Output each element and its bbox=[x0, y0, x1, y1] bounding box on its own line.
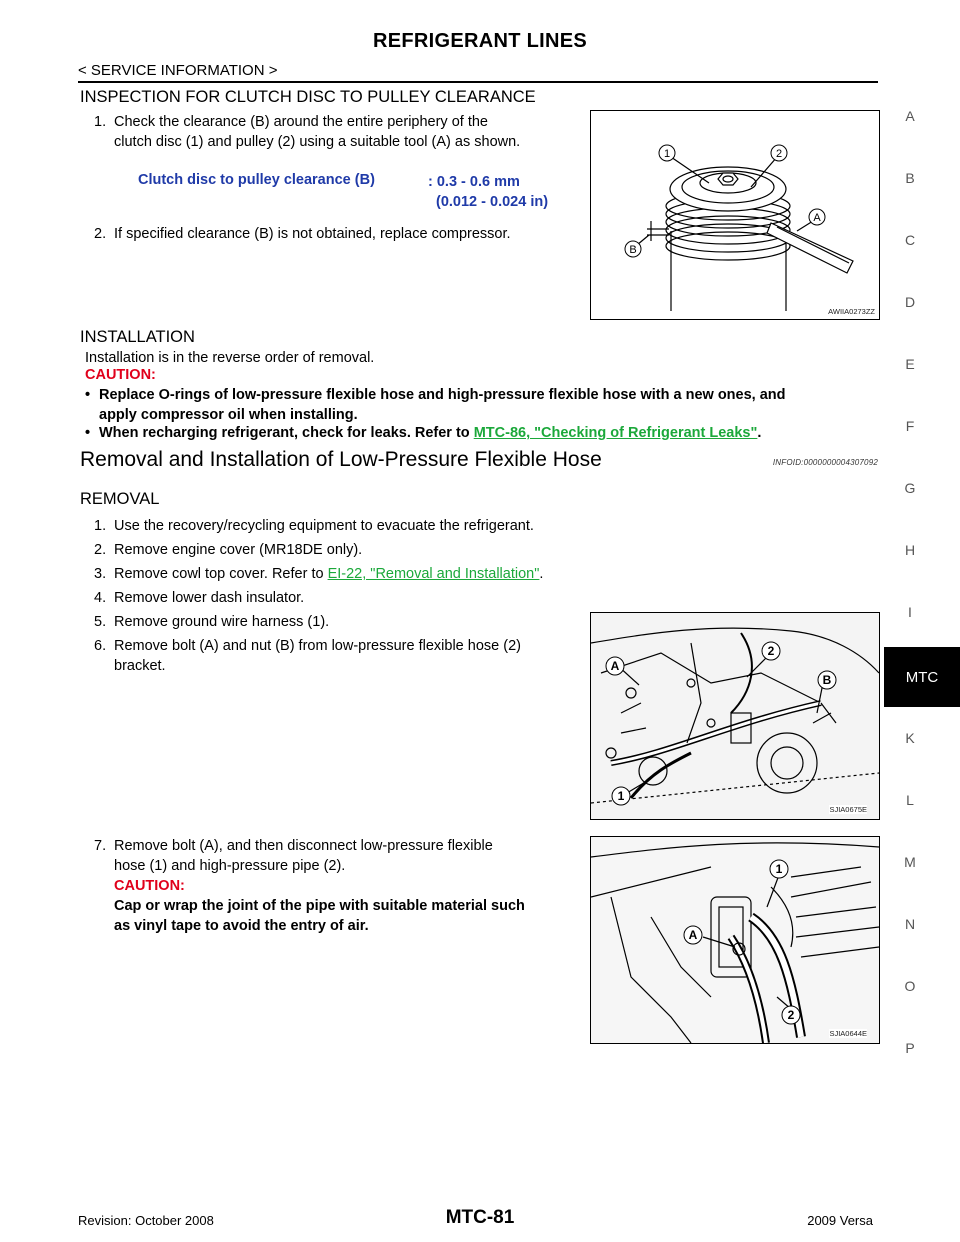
removal-step-7 bbox=[94, 836, 580, 936]
header-rule bbox=[78, 81, 878, 83]
caution-label: CAUTION: bbox=[114, 878, 185, 894]
figure-code: SJIA0644E bbox=[829, 1029, 867, 1038]
section-title: Removal and Installation of Low-Pressure Flexible Hose bbox=[80, 448, 602, 471]
fig2-label-1: 1 bbox=[617, 789, 625, 803]
side-index-g[interactable]: G bbox=[904, 480, 916, 496]
step-text: Remove lower dash insulator. bbox=[114, 590, 305, 606]
side-index-mtc-active[interactable]: MTC bbox=[884, 647, 960, 707]
step-number: 1. bbox=[94, 114, 107, 130]
hose-disconnect-illustration bbox=[591, 837, 879, 1043]
caution-label: CAUTION: bbox=[85, 367, 156, 383]
step-text: Remove engine cover (MR18DE only). bbox=[114, 542, 363, 558]
step-text: Check the clearance (B) around the entire periphery of the bbox=[114, 114, 488, 130]
fig2-label-b: B bbox=[822, 673, 832, 687]
footer-revision: Revision: October 2008 bbox=[78, 1213, 214, 1228]
side-index-e[interactable]: E bbox=[905, 356, 915, 372]
fig1-label-1: 1 bbox=[663, 148, 671, 160]
footer-page-number: MTC-81 bbox=[445, 1207, 515, 1228]
removal-step-3 bbox=[94, 564, 543, 584]
page-title: REFRIGERANT LINES bbox=[373, 30, 587, 52]
step-text: clutch disc (1) and pulley (2) using a suitable tool (A) as shown. bbox=[114, 134, 521, 150]
caution-bullet-1 bbox=[85, 385, 880, 425]
link-ei-22[interactable]: EI-22, "Removal and Installation" bbox=[327, 566, 540, 582]
bullet-suffix: . bbox=[757, 425, 762, 441]
step-text: Remove ground wire harness (1). bbox=[114, 614, 330, 630]
bullet-text: Replace O-rings of low-pressure flexible hose and high-pressure flexible hose with a new ones, and bbox=[99, 387, 786, 403]
side-index-b[interactable]: B bbox=[905, 170, 915, 186]
side-index-a[interactable]: A bbox=[905, 108, 915, 124]
step-number: 1. bbox=[94, 518, 107, 534]
spec-value-metric: : 0.3 - 0.6 mm bbox=[428, 174, 520, 190]
step-number: 2. bbox=[94, 226, 107, 242]
figure-code: AWIIA0273ZZ bbox=[828, 307, 875, 316]
step-text: Use the recovery/recycling equipment to evacuate the refrigerant. bbox=[114, 518, 534, 534]
figure-clutch-clearance bbox=[590, 110, 880, 320]
step-text: Remove bolt (A) and nut (B) from low-pressure flexible hose (2) bbox=[114, 638, 521, 654]
spec-value-imperial: (0.012 - 0.024 in) bbox=[436, 194, 549, 210]
figure-engine-bay bbox=[590, 612, 880, 820]
side-index-l[interactable]: L bbox=[906, 792, 914, 808]
figure-hose-disconnect bbox=[590, 836, 880, 1044]
removal-step-4 bbox=[94, 588, 304, 608]
step-text: hose (1) and high-pressure pipe (2). bbox=[114, 858, 346, 874]
inspection-step-1 bbox=[94, 112, 580, 152]
side-index-k[interactable]: K bbox=[905, 730, 915, 746]
removal-heading: REMOVAL bbox=[80, 490, 160, 508]
footer-model: 2009 Versa bbox=[807, 1213, 873, 1228]
side-index-d[interactable]: D bbox=[904, 294, 916, 310]
side-index-f[interactable]: F bbox=[905, 418, 915, 434]
inspection-heading: INSPECTION FOR CLUTCH DISC TO PULLEY CLEARANCE bbox=[80, 88, 536, 106]
step-number: 5. bbox=[94, 614, 107, 630]
step-text: Remove cowl top cover. Refer to bbox=[114, 566, 328, 582]
spec-label: Clutch disc to pulley clearance (B) bbox=[138, 172, 375, 188]
step-text: If specified clearance (B) is not obtained, replace compressor. bbox=[114, 226, 511, 242]
info-id: INFOID:0000000004307092 bbox=[772, 458, 878, 467]
bullet-icon: • bbox=[85, 387, 91, 403]
removal-step-1 bbox=[94, 516, 534, 536]
caution-bullet-2 bbox=[85, 425, 761, 441]
inspection-step-2 bbox=[94, 224, 511, 244]
engine-bay-illustration bbox=[591, 613, 879, 819]
bullet-text: apply compressor oil when installing. bbox=[99, 407, 358, 423]
side-index-p[interactable]: P bbox=[905, 1040, 915, 1056]
step-suffix: . bbox=[539, 566, 544, 582]
fig1-label-2: 2 bbox=[775, 148, 783, 160]
fig3-label-1: 1 bbox=[775, 862, 783, 876]
figure-code: SJIA0675E bbox=[829, 805, 867, 814]
removal-step-5 bbox=[94, 612, 329, 632]
removal-step-2 bbox=[94, 540, 362, 560]
fig2-label-a: A bbox=[610, 659, 620, 673]
step-number: 3. bbox=[94, 566, 107, 582]
side-index-o[interactable]: O bbox=[904, 978, 916, 994]
fig2-label-2: 2 bbox=[767, 644, 775, 658]
step-text: bracket. bbox=[114, 658, 166, 674]
side-index-h[interactable]: H bbox=[904, 542, 916, 558]
bullet-text: When recharging refrigerant, check for leaks. Refer to bbox=[99, 425, 474, 441]
side-index-n[interactable]: N bbox=[904, 916, 916, 932]
step-text: Remove bolt (A), and then disconnect low-pressure flexible bbox=[114, 838, 493, 854]
link-mtc-86[interactable]: MTC-86, "Checking of Refrigerant Leaks" bbox=[473, 425, 758, 441]
section-tag: < SERVICE INFORMATION > bbox=[78, 62, 278, 79]
fig1-label-b: B bbox=[629, 244, 637, 256]
side-index-c[interactable]: C bbox=[904, 232, 916, 248]
caution-text: Cap or wrap the joint of the pipe with suitable material such bbox=[114, 898, 525, 914]
step-number: 7. bbox=[94, 838, 107, 854]
spec-value bbox=[428, 172, 548, 212]
fig3-label-2: 2 bbox=[787, 1008, 795, 1022]
step-number: 6. bbox=[94, 638, 107, 654]
clutch-pulley-illustration bbox=[591, 111, 879, 319]
installation-text: Installation is in the reverse order of removal. bbox=[85, 350, 375, 366]
step-number: 4. bbox=[94, 590, 107, 606]
fig3-label-a: A bbox=[688, 928, 698, 942]
bullet-icon: • bbox=[85, 425, 91, 441]
side-index-m[interactable]: M bbox=[904, 854, 916, 870]
installation-heading: INSTALLATION bbox=[80, 328, 195, 346]
removal-step-6 bbox=[94, 636, 580, 676]
step-number: 2. bbox=[94, 542, 107, 558]
caution-text: as vinyl tape to avoid the entry of air. bbox=[114, 918, 369, 934]
fig1-label-a: A bbox=[813, 212, 821, 224]
side-index-i[interactable]: I bbox=[908, 604, 912, 620]
